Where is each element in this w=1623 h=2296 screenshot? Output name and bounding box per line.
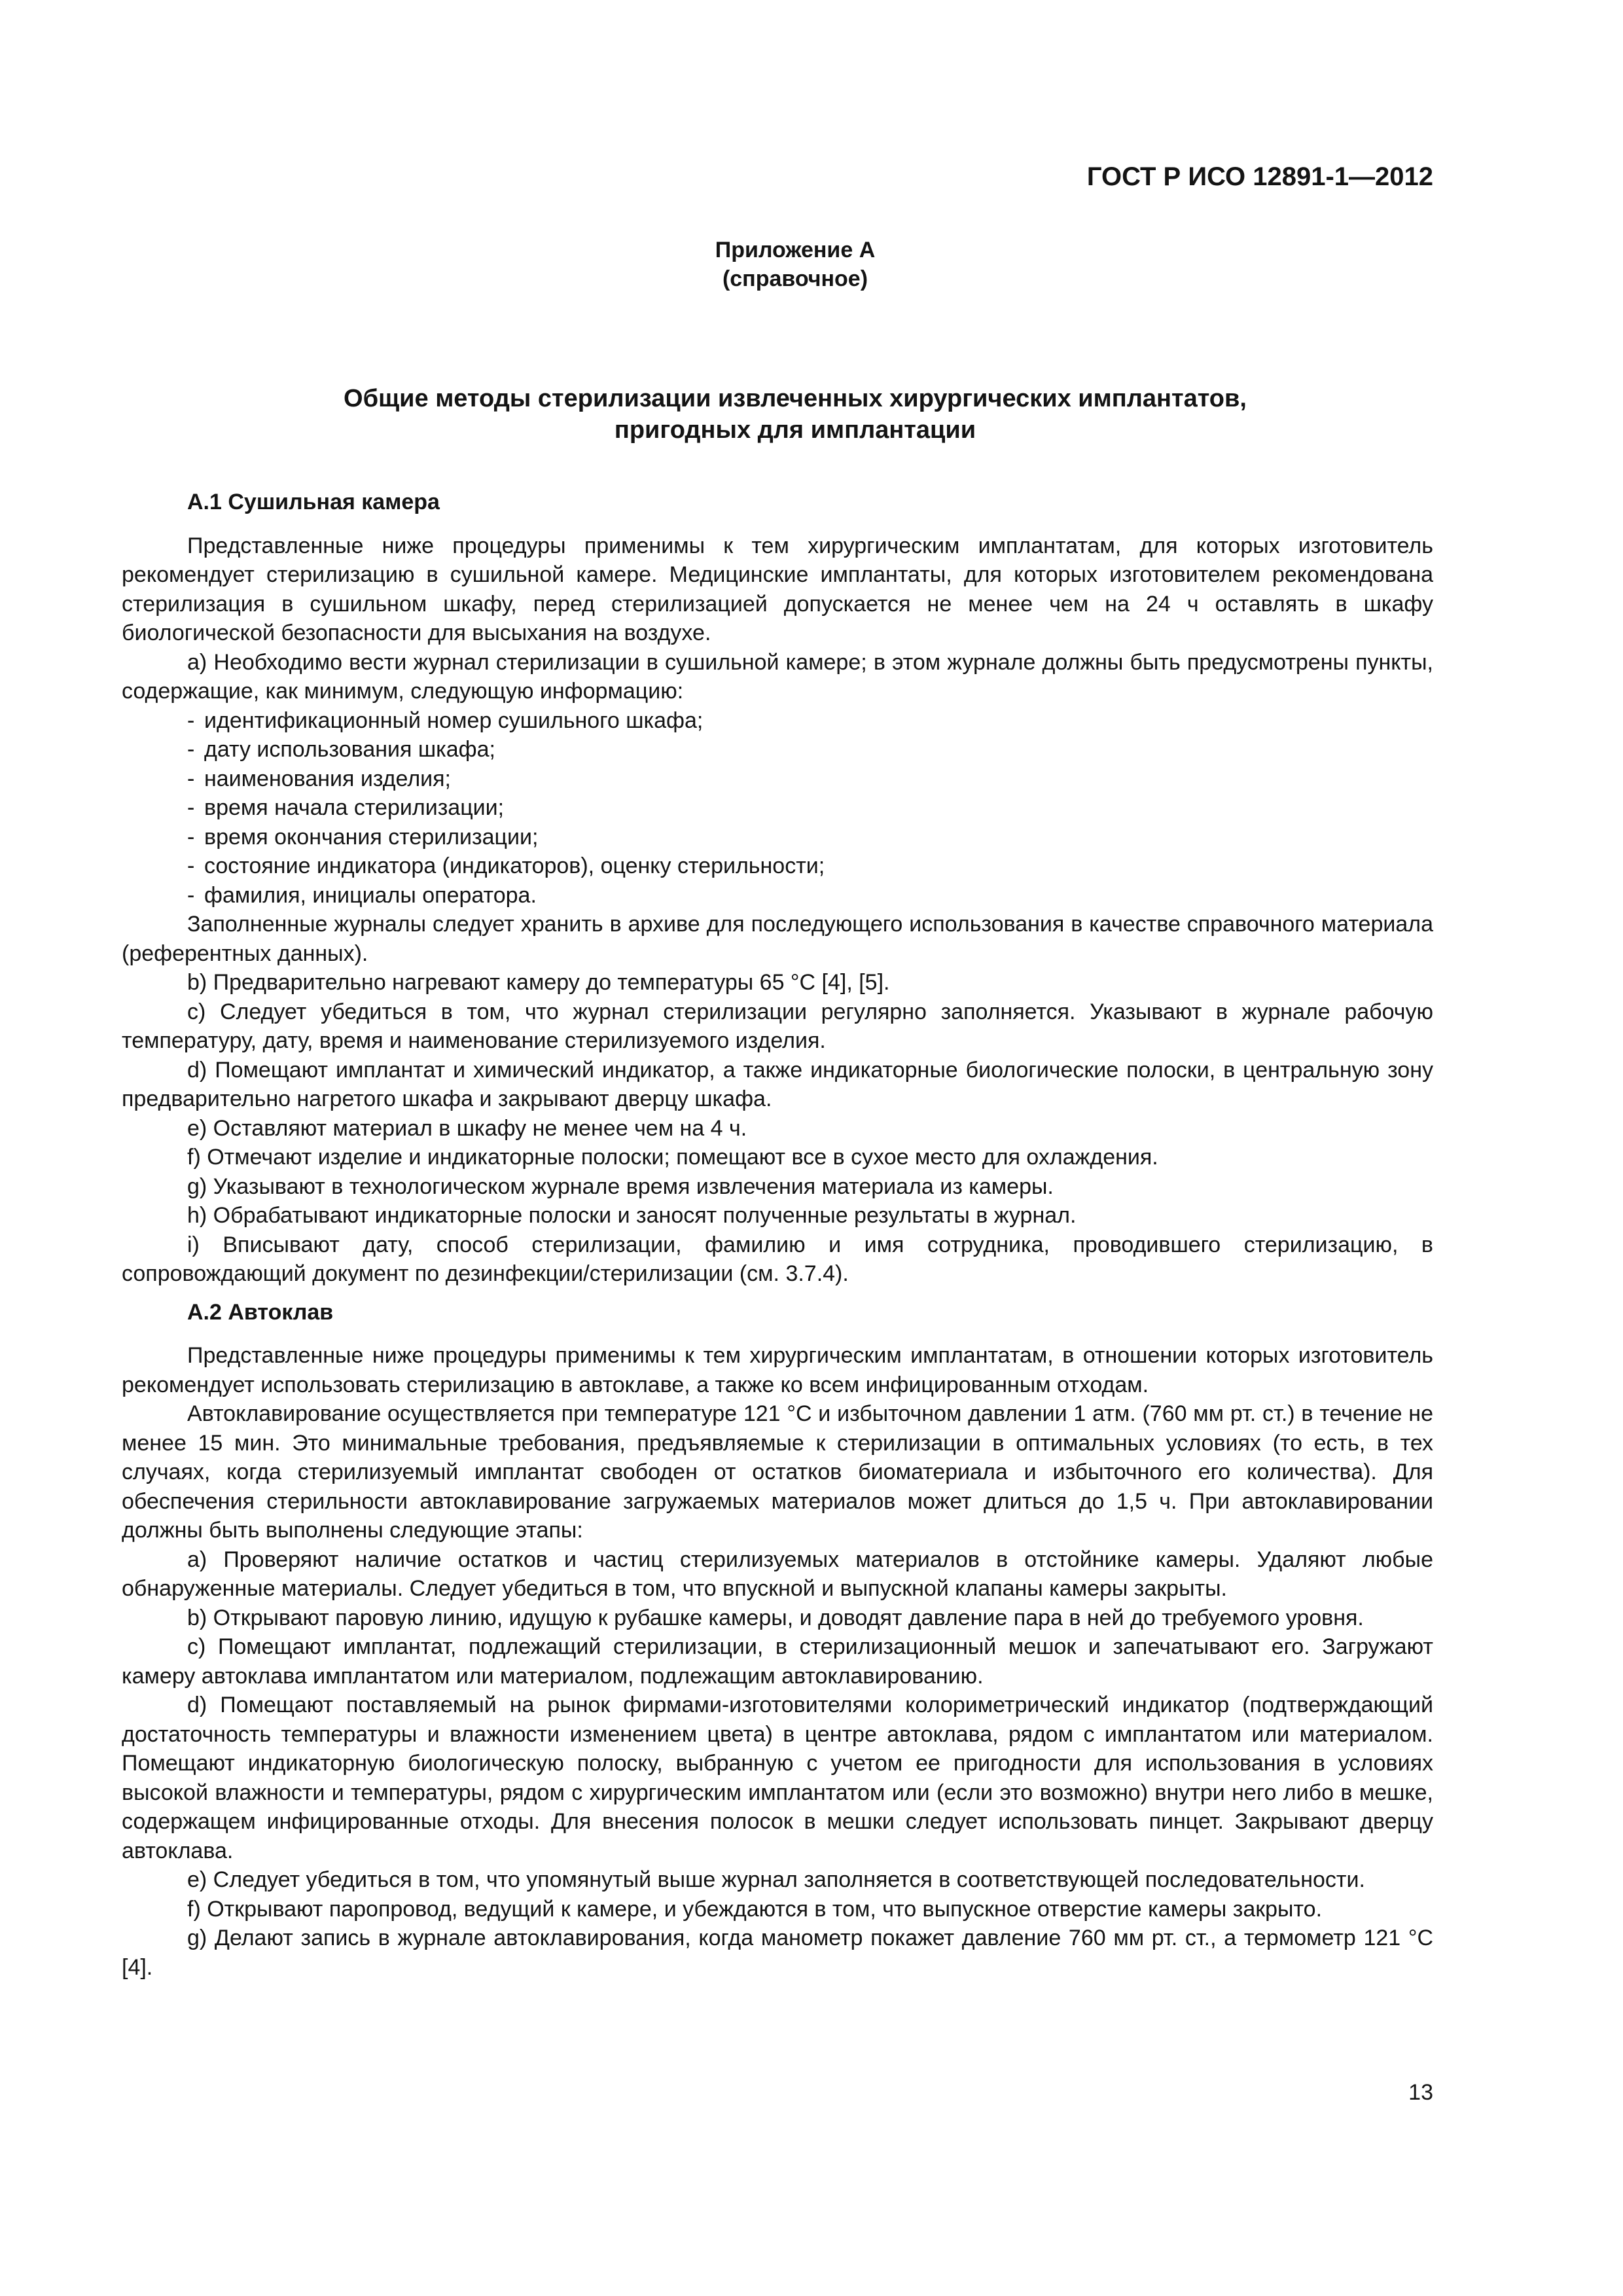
a1-item-f: f) Отмечают изделие и индикаторные полоски; помещают все в сухое место для охлаждения. — [187, 1145, 1158, 1170]
a1-item-a: а) Необходимо вести журнал стерилизации в сушильной камере; в этом журнале должны быть предусмотрены пункты, содержащие, как минимум, следующую информацию: — [122, 649, 1433, 704]
dash-bullet: - — [187, 853, 195, 878]
dash-bullet: - — [187, 882, 195, 908]
annex-title-line-1: Общие методы стерилизации извлеченных хирургических имплантатов, — [344, 385, 1247, 412]
dash-bullet: - — [187, 824, 195, 850]
annex-status: (справочное) — [722, 266, 868, 291]
annex-label: Приложение А — [715, 238, 876, 262]
document-code: ГОСТ Р ИСО 12891-1—2012 — [1086, 162, 1433, 191]
a1-item-c: с) Следует убедиться в том, что журнал стерилизации регулярно заполняется. Указывают в журнале рабочую температуру, дату, время и наименование стерилизуемого изделия. — [122, 999, 1433, 1053]
a2-conditions-paragraph: Автоклавирование осуществляется при температуре 121 °С и избыточном давлении 1 атм. (760 мм рт. ст.) в течение не менее 15 мин. Это минимальные требования, предъявляемые к стерилизации в оптимальных условиях (то есть, в тех случаях, когда стерилизуемый имплантат свободен от остатков биоматериала и избыточного его количества). Для обеспечения стерильности автоклавирование загружаемых материалов может длиться до 1,5 ч. При автоклавировании должны быть выполнены следующие этапы: — [122, 1401, 1433, 1543]
a2-item-b: b) Открывают паровую линию, идущую к рубашке камеры, и доводят давление пара в ней до требуемого уровня. — [187, 1605, 1364, 1630]
a2-item-f: f) Открывают паропровод, ведущий к камере, и убеждаются в том, что выпускное отверстие камеры закрыто. — [187, 1896, 1323, 1922]
dash-bullet: - — [187, 737, 195, 762]
a1-journal-list — [122, 706, 1433, 910]
a2-intro-paragraph: Представленные ниже процедуры применимы к тем хирургическим имплантатам, в отношении которых изготовитель рекомендует использовать стерилизацию в автоклаве, а также ко всем инфицированным отходам. — [122, 1343, 1433, 1397]
a1-item-i: i) Вписывают дату, способ стерилизации, фамилию и имя сотрудника, проводившего стерилизацию, в сопровождающий документ по дезинфекции/стерилизации (см. 3.7.4). — [122, 1232, 1433, 1286]
a1-item-h: h) Обрабатывают индикаторные полоски и заносят полученные результаты в журнал. — [187, 1203, 1077, 1228]
list-item: - фамилия, инициалы оператора. — [122, 881, 1433, 910]
list-item: - время начала стерилизации; — [122, 793, 1433, 823]
list-item: - наименования изделия; — [122, 764, 1433, 794]
a1-item-d: d) Помещают имплантат и химический индикатор, а также индикаторные биологические полоски, в центральную зону предварительно нагретого шкафа и закрывают дверцу шкафа. — [122, 1057, 1433, 1111]
annex-title — [157, 383, 1433, 446]
list-item: - время окончания стерилизации; — [122, 823, 1433, 852]
list-item: - состояние индикатора (индикаторов), оценку стерильности; — [122, 852, 1433, 881]
a1-intro-paragraph: Представленные ниже процедуры применимы к тем хирургическим имплантатам, для которых изготовитель рекомендует стерилизацию в сушильной камере. Медицинские имплантаты, для которых изготовителем рекомендована стерилизация в сушильном шкафу, перед стерилизацией допускается не менее чем на 24 ч оставлять в шкафу биологической безопасности для высыхания на воздухе. — [122, 533, 1433, 645]
a1-item-b: b) Предварительно нагревают камеру до температуры 65 °С [4], [5]. — [187, 970, 890, 995]
dash-bullet: - — [187, 766, 195, 791]
page-number: 13 — [1408, 2080, 1433, 2105]
section-heading-a1: А.1 Сушильная камера — [187, 490, 440, 514]
a2-item-c: с) Помещают имплантат, подлежащий стерилизации, в стерилизационный мешок и запечатывают его. Загружают камеру автоклава имплантатом или материалом, подлежащим автоклавированию. — [122, 1634, 1433, 1689]
annex-label-block — [157, 236, 1433, 293]
annex-title-line-2: пригодных для имплантации — [614, 416, 976, 444]
dash-bullet: - — [187, 795, 195, 820]
a2-item-d: d) Помещают поставляемый на рынок фирмами-изготовителями колориметрический индикатор (подтверждающий достаточность температуры и влажности изменением цвета) в центре автоклава, рядом с имплантатом или материалом. Помещают индикаторную биологическую полоску, выбранную с учетом ее пригодности для использования в условиях высокой влажности и температуры, рядом с хирургическим имплантатом или (если это возможно) внутри него либо в мешке, содержащем инфицированные отходы. Для внесения полосок в мешки следует использовать пинцет. Закрывают дверцу автоклава. — [122, 1693, 1433, 1863]
list-item: - идентификационный номер сушильного шкафа; — [122, 706, 1433, 736]
a1-item-g: g) Указывают в технологическом журнале время извлечения материала из камеры. — [187, 1174, 1054, 1199]
section-heading-a2: А.2 Автоклав — [187, 1299, 334, 1325]
dash-bullet: - — [187, 708, 195, 733]
a1-after-list-paragraph: Заполненные журналы следует хранить в архиве для последующего использования в качестве справочного материала (референтных данных). — [122, 912, 1433, 966]
a2-item-a: а) Проверяют наличие остатков и частиц стерилизуемых материалов в отстойнике камеры. Удаляют любые обнаруженные материалы. Следует убедиться в том, что впускной и выпускной клапаны камеры закрыты. — [122, 1547, 1433, 1601]
document-body — [122, 488, 1433, 1982]
a2-item-e: е) Следует убедиться в том, что упомянутый выше журнал заполняется в соответствующей последовательности. — [187, 1867, 1365, 1892]
a1-item-e: е) Оставляют материал в шкафу не менее чем на 4 ч. — [187, 1115, 747, 1141]
list-item: - дату использования шкафа; — [122, 735, 1433, 764]
a2-item-g: g) Делают запись в журнале автоклавирования, когда манометр покажет давление 760 мм рт. ст., а термометр 121 °С [4]. — [122, 1926, 1433, 1980]
